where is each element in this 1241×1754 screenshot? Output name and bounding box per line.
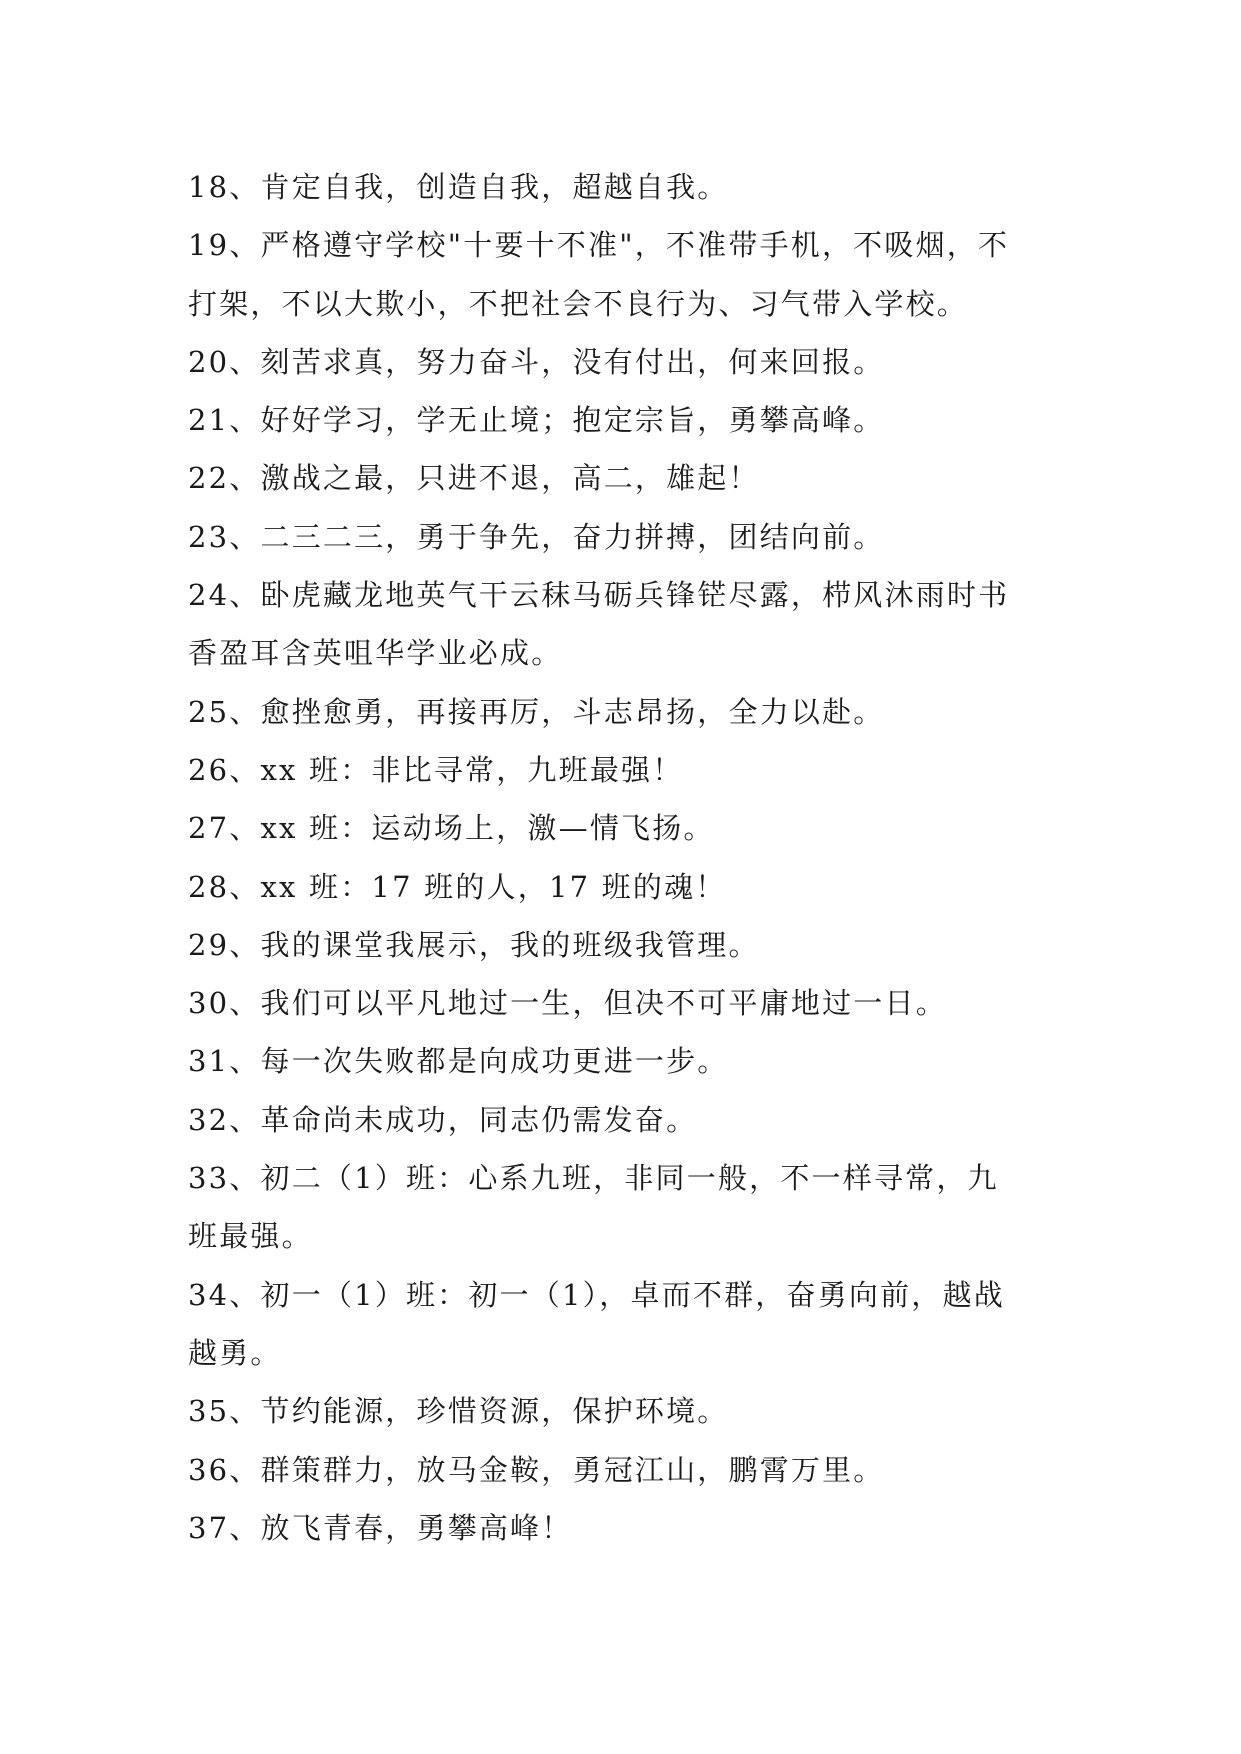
text-line: 35、节约能源，珍惜资源，保护环境。: [188, 1394, 729, 1429]
text-line: 32、革命尚未成功，同志仍需发奋。: [188, 1102, 698, 1137]
text-line: 香盈耳含英咀华学业必成。: [188, 636, 563, 671]
text-line: 24、卧虎藏龙地英气干云秣马砺兵锋铓尽露，栉风沐雨时书: [188, 578, 1010, 613]
text-line: 37、放飞青春，勇攀高峰！: [188, 1510, 573, 1545]
text-line: 27、xx 班：运动场上，激—情飞扬。: [188, 811, 715, 846]
text-line: 36、群策群力，放马金鞍，勇冠江山，鹏霄万里。: [188, 1452, 885, 1487]
text-line: 30、我们可以平凡地过一生，但决不可平庸地过一日。: [188, 986, 947, 1021]
text-line: 31、每一次失败都是向成功更进一步。: [188, 1044, 729, 1079]
text-line: 33、初二（1）班：心系九班，非同一般，不一样寻常，九: [188, 1161, 999, 1196]
text-line: 21、好好学习，学无止境；抱定宗旨，勇攀高峰。: [188, 403, 885, 438]
text-line: 19、严格遵守学校"十要十不准"，不准带手机，不吸烟，不: [188, 228, 1010, 263]
text-line: 29、我的课堂我展示，我的班级我管理。: [188, 927, 760, 962]
document-body: [188, 158, 1054, 1557]
text-line: 23、二三二三，勇于争先，奋力拼搏，团结向前。: [188, 519, 885, 554]
text-line: 22、激战之最，只进不退，高二，雄起！: [188, 461, 760, 496]
text-line: 28、xx 班：17 班的人，17 班的魂！: [188, 869, 727, 904]
text-line: 34、初一（1）班：初一（1），卓而不群，奋勇向前，越战: [188, 1277, 1005, 1312]
text-line: 20、刻苦求真，努力奋斗，没有付出，何来回报。: [188, 344, 885, 379]
text-line: 26、xx 班：非比寻常，九班最强！: [188, 752, 684, 787]
text-line: 越勇。: [188, 1335, 282, 1370]
text-line: 18、肯定自我，创造自我，超越自我。: [188, 170, 729, 204]
text-line: 25、愈挫愈勇，再接再厉，斗志昂扬，全力以赴。: [188, 694, 885, 729]
text-line: 打架，不以大欺小，不把社会不良行为、习气带入学校。: [188, 286, 969, 321]
text-line: 班最强。: [188, 1219, 313, 1254]
